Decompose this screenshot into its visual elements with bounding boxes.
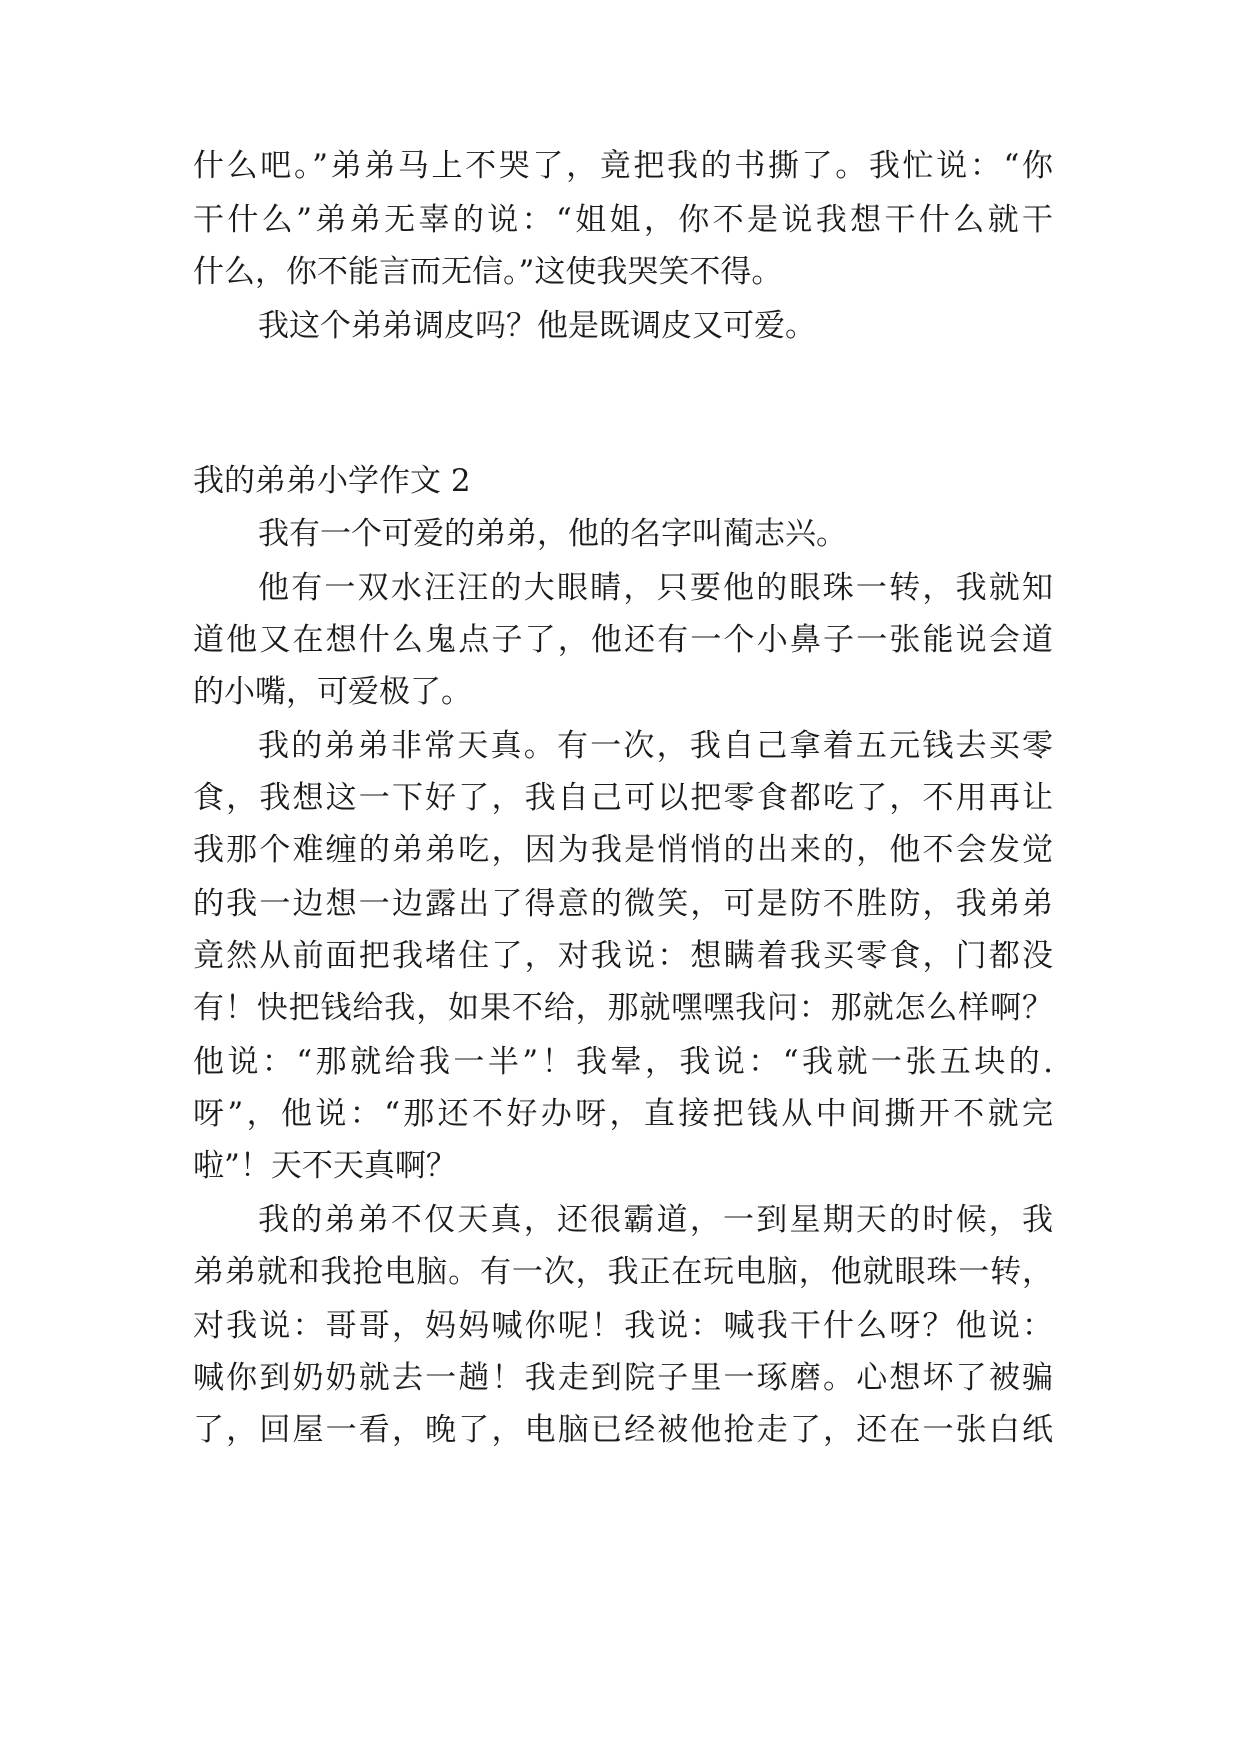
section-title: 我的弟弟小学作文 2 <box>193 463 471 499</box>
text-line: 的我一边想一边露出了得意的微笑，可是防不胜防，我弟弟 <box>193 886 1053 922</box>
text-line: 食，我想这一下好了，我自己可以把零食都吃了，不用再让 <box>193 780 1053 816</box>
text-line: 啦”！天不天真啊？ <box>193 1148 457 1184</box>
text-line: 什么，你不能言而无信。”这使我哭笑不得。 <box>193 254 783 290</box>
text-line: 竟然从前面把我堵住了，对我说：想瞒着我买零食，门都没 <box>193 938 1053 974</box>
text-line: 什么吧。”弟弟马上不哭了，竟把我的书撕了。我忙说：“你 <box>193 148 1053 184</box>
text-line: 道他又在想什么鬼点子了，他还有一个小鼻子一张能说会道 <box>193 622 1053 658</box>
paragraph-closing: 我这个弟弟调皮吗？他是既调皮又可爱。 <box>258 308 816 344</box>
text-line: 喊你到奶奶就去一趟！我走到院子里一琢磨。心想坏了被骗 <box>193 1360 1053 1396</box>
text-line: 对我说：哥哥，妈妈喊你呢！我说：喊我干什么呀？他说： <box>193 1308 1053 1344</box>
text-line: 弟弟就和我抢电脑。有一次，我正在玩电脑，他就眼珠一转， <box>193 1254 1053 1290</box>
paragraph: 我有一个可爱的弟弟，他的名字叫蔺志兴。 <box>258 516 847 552</box>
text-line: 有！快把钱给我，如果不给，那就嘿嘿我问：那就怎么样啊？ <box>193 990 1053 1026</box>
text-line: 他说：“那就给我一半”！我晕，我说：“我就一张五块的. <box>193 1044 1053 1080</box>
text-line: 的小嘴，可爱极了。 <box>193 674 472 710</box>
text-line: 干什么”弟弟无辜的说：“姐姐，你不是说我想干什么就干 <box>193 202 1053 238</box>
text-line: 我那个难缠的弟弟吃，因为我是悄悄的出来的，他不会发觉 <box>193 832 1053 868</box>
text-line: 他有一双水汪汪的大眼睛，只要他的眼珠一转，我就知 <box>258 570 1053 606</box>
text-line: 呀”，他说：“那还不好办呀，直接把钱从中间撕开不就完 <box>193 1096 1053 1132</box>
text-line: 我的弟弟非常天真。有一次，我自己拿着五元钱去买零 <box>258 728 1053 764</box>
text-line: 了，回屋一看，晚了，电脑已经被他抢走了，还在一张白纸 <box>193 1412 1053 1448</box>
text-line: 我的弟弟不仅天真，还很霸道，一到星期天的时候，我 <box>258 1202 1053 1238</box>
